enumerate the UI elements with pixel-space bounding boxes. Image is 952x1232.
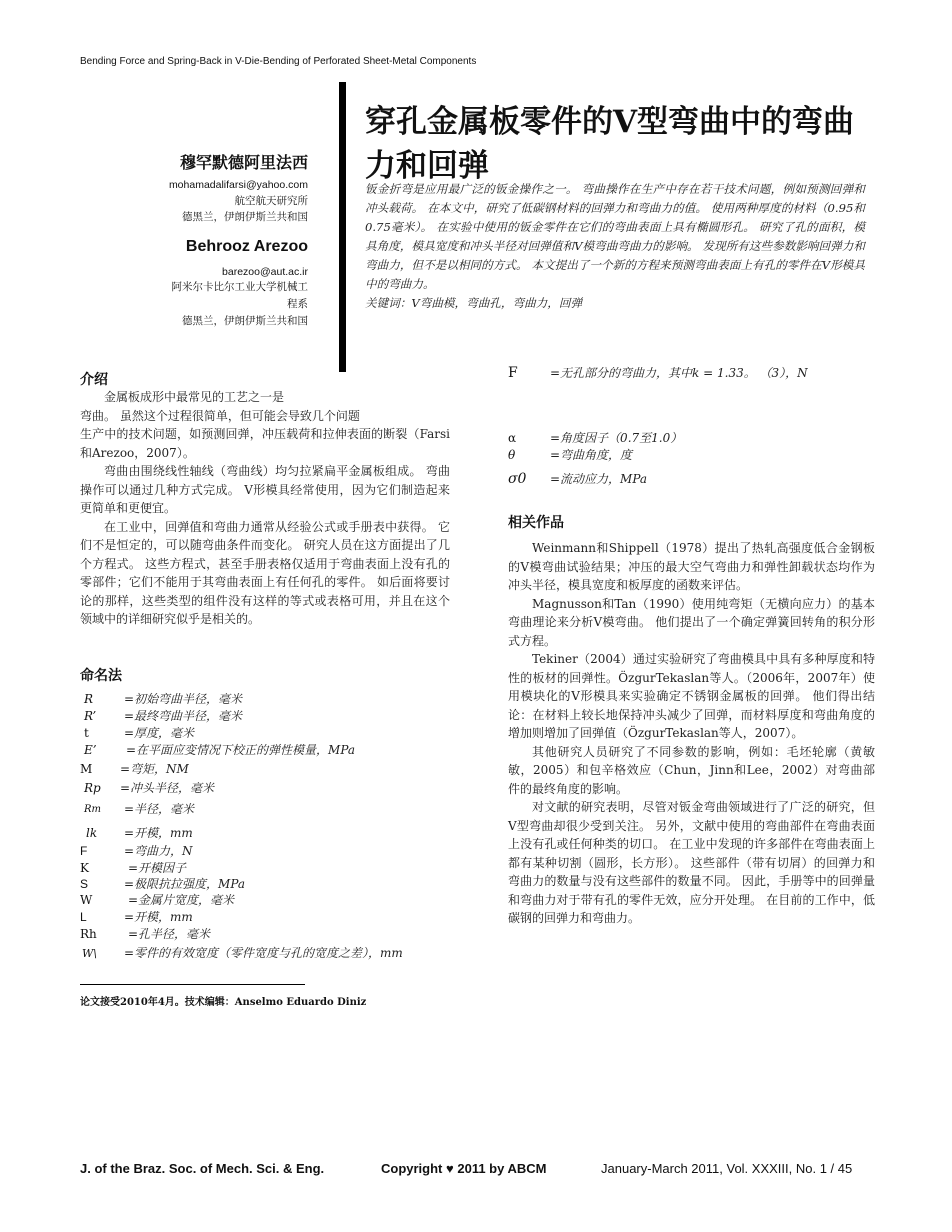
nomenclature-definition: =开模，mm: [124, 826, 193, 840]
title-divider-bar: [339, 82, 346, 372]
intro-line-1: 金属板成形中最常见的工艺之一是: [104, 390, 285, 404]
nomenclature-symbol: Rh: [80, 927, 97, 941]
nomenclature-item: [80, 860, 460, 877]
right-nomenclature-symbol: σ0: [508, 471, 527, 487]
nomenclature-definition: =在平面应变情况下校正的弹性模量，MPa: [126, 743, 356, 757]
nomenclature-item: [80, 892, 460, 909]
nomenclature-definition: =冲头半径，毫米: [120, 781, 215, 795]
related-paragraph-5: 对文献的研究表明，尽管对钣金弯曲领域进行了广泛的研究，但V型弯曲却很少受到关注。 另外，文献中使用的弯曲部件在弯曲表面上没有孔或任何种类的切口。 在工业中发现的许多部件在弯曲表面上都有某种切割（圆形，长方形）。 这些部件（带有切屑）的回弹力和弯曲力的数量与没有这些部件的数量不同。 因此，手册等中的回弹量和弯曲力对于带有孔的零件无效，应分开处理。 在目前的工作中，低碳钢的回弹力和弯曲力。: [508, 800, 875, 925]
footer-copyright-label: Copyright: [381, 1161, 443, 1176]
nomenclature-heading: 命名法: [80, 667, 122, 683]
right-nomenclature-definition: =角度因子（0.7至1.0）: [550, 431, 683, 445]
nomenclature-symbol: W\: [82, 947, 98, 960]
footnote: 论文接受2010年4月。技术编辑：Anselmo Eduardo Diniz: [80, 997, 367, 1008]
author-1-affiliation-2: 德黑兰，伊朗伊斯兰共和国: [182, 211, 308, 223]
nomenclature-definition: =弯矩，NM: [120, 762, 189, 776]
heart-icon: ♥: [446, 1161, 454, 1176]
nomenclature-item: [80, 909, 460, 926]
right-nomenclature-symbol: F: [508, 365, 518, 381]
nomenclature-item: [80, 876, 460, 893]
footnote-rule: [80, 984, 305, 985]
nomenclature-symbol: R’: [84, 709, 97, 723]
nomenclature-definition: =厚度，毫米: [124, 726, 195, 740]
intro-line-3: 生产中的技术问题，如预测回弹，冲压载荷和拉伸表面的断裂（Farsi和Arezoo，2007）。: [80, 427, 450, 460]
nomenclature-definition: =弯曲力，N: [124, 844, 193, 858]
intro-line-2: 弯曲。 虽然这个过程很简单，但可能会导致几个问题: [80, 408, 360, 423]
nomenclature-definition: =半径，毫米: [124, 802, 195, 816]
nomenclature-item: [80, 825, 460, 842]
nomenclature-symbol: E’: [84, 743, 97, 757]
nomenclature-item: [80, 708, 460, 725]
author-2-email: barezoo@aut.ac.ir: [222, 266, 308, 278]
running-header: Bending Force and Spring-Back in V-Die-Bending of Perforated Sheet-Metal Components: [80, 56, 477, 67]
intro-heading: 介绍: [80, 371, 108, 387]
nomenclature-item: [80, 780, 460, 797]
footer-journal: J. of the Braz. Soc. of Mech. Sci. & Eng.: [80, 1161, 325, 1176]
nomenclature-item: [80, 926, 460, 943]
right-nomenclature-item: [508, 469, 888, 489]
nomenclature-definition: =金属片宽度，毫米: [128, 893, 235, 907]
nomenclature-definition: =孔半径，毫米: [128, 927, 211, 941]
nomenclature-item: [80, 945, 460, 962]
nomenclature-symbol: K: [80, 861, 89, 875]
author-1-affiliation-1: 航空航天研究所: [234, 195, 308, 207]
nomenclature-symbol: lk: [86, 826, 98, 840]
author-1-email: mohamadalifarsi@yahoo.com: [168, 179, 308, 191]
author-2-affiliation-1: 阿米尔卡比尔工业大学机械工: [171, 281, 308, 293]
right-nomenclature-definition: =无孔部分的弯曲力，其中k = 1.33。 （3），N: [550, 366, 808, 380]
right-nomenclature-symbol: α: [508, 431, 517, 445]
author-2-affiliation-3: 德黑兰，伊朗伊斯兰共和国: [182, 315, 308, 327]
nomenclature-item: [80, 725, 460, 742]
right-nomenclature-definition: =弯曲角度，度: [550, 448, 633, 462]
keywords: 关键词：V弯曲模，弯曲孔，弯曲力，回弹: [365, 296, 583, 310]
related-works-heading: 相关作品: [508, 514, 564, 530]
intro-paragraph-2: 弯曲由围绕线性轴线（弯曲线）均匀拉紧扁平金属板组成。 弯曲操作可以通过几种方式完成。 V形模具经常使用，因为它们制造起来更简单和更便宜。: [80, 464, 450, 515]
author-2-affiliation-2: 程系: [287, 298, 308, 310]
author-1-name: 穆罕默德阿里法西: [179, 153, 308, 172]
footer-issue: January-March 2011, Vol. XXXIII, No. 1 / 45: [601, 1161, 853, 1176]
nomenclature-symbol: F: [80, 844, 88, 858]
nomenclature-definition: =初始弯曲半径，毫米: [124, 692, 243, 706]
paper-title: 穿孔金属板零件的V型弯曲中的弯曲力和回弹: [365, 104, 855, 184]
nomenclature-item: [80, 761, 460, 778]
nomenclature-symbol: t: [84, 726, 89, 740]
nomenclature-definition: =极限抗拉强度，MPa: [124, 877, 246, 891]
nomenclature-item: [80, 843, 460, 860]
related-paragraph-4: 其他研究人员研究了不同参数的影响，例如：毛坯轮廓（黄敏敏，2005）和包辛格效应（Chun，Jinn和Lee，2002）对弯曲部件的最终角度的影响。: [508, 744, 875, 796]
nomenclature-definition: =开模因子: [128, 861, 187, 875]
abstract-text: 钣金折弯是应用最广泛的钣金操作之一。 弯曲操作在生产中存在若干技术问题，例如预测回弹和冲头载荷。 在本文中，研究了低碳钢材料的回弹力和弯曲力的值。 使用两种厚度的材料（0.95和0.75毫米）。 在实验中使用的钣金零件在它们的弯曲表面上具有椭圆形孔。 研究了孔的面积，模具角度，模具宽度和冲头半径对回弹值和V模弯曲弯曲力的影响。 发现所有这些参数影响回弹力和弯曲力，但不是以相同的方式。 本文提出了一个新的方程来预测弯曲表面上有孔的零件在V形模具中的弯曲力。: [365, 182, 865, 291]
nomenclature-symbol: L: [80, 910, 87, 924]
nomenclature-item: [80, 691, 460, 708]
nomenclature-symbol: M: [80, 762, 93, 776]
nomenclature-symbol: Rp: [84, 781, 101, 795]
right-nomenclature-definition: =流动应力，MPa: [550, 472, 648, 486]
nomenclature-symbol: Rm: [84, 804, 102, 815]
author-2-name: Behrooz Arezoo: [185, 238, 308, 255]
footer-copyright-year: 2011 by ABCM: [457, 1161, 547, 1176]
related-paragraph-3: Tekiner（2004）通过实验研究了弯曲模具中具有多种厚度和特性的板材的回弹性。ÖzgurTekaslan等人。（2006年，2007年）使用模块化的V形模具来实验确定不锈钢金属板的回弹。 他们得出结论：在材料上较长地保持冲头减少了回弹，而材料厚度和弯曲角度的增加则增加了回弹值（ÖzgurTekaslan等人，2007）。: [508, 652, 875, 740]
right-nomenclature-symbol: θ: [508, 448, 516, 462]
nomenclature-definition: =零件的有效宽度（零件宽度与孔的宽度之差），mm: [124, 946, 403, 960]
nomenclature-symbol: S: [80, 877, 89, 891]
intro-paragraph-3: 在工业中，回弹值和弯曲力通常从经验公式或手册表中获得。 它们不是恒定的，可以随弯曲条件而变化。 研究人员在这方面提出了几个方程式。 这些方程式，甚至手册表格仅适用于弯曲表面上没有孔的零部件；它们不能用于其弯曲表面上有任何孔的零件。 如后面将要讨论的那样，这些类型的组件没有这样的等式或表格可用，并且在这个领域中的详细研究似乎是相关的。: [80, 519, 450, 626]
right-nomenclature-item: [508, 363, 888, 383]
footer-copyright: [381, 1161, 546, 1176]
related-paragraph-1: Weinmann和Shippell（1978）提出了热轧高强度低合金钢板的V模弯曲试验结果；冲压的最大空气弯曲力和弹性卸载状态均作为冲头半径，模具宽度和板厚度的函数来评估。: [508, 541, 875, 592]
nomenclature-item: [80, 742, 460, 759]
nomenclature-definition: =开模，mm: [124, 910, 193, 924]
nomenclature-item: [80, 801, 460, 818]
intro-body: [80, 388, 450, 629]
related-works-body: [508, 539, 875, 928]
right-nomenclature-item: [508, 445, 888, 465]
abstract: [365, 180, 865, 313]
nomenclature-symbol: W: [80, 893, 93, 907]
nomenclature-definition: =最终弯曲半径，毫米: [124, 709, 243, 723]
nomenclature-symbol: R: [84, 692, 94, 706]
related-paragraph-2: Magnusson和Tan（1990）使用纯弯矩（无横向应力）的基本弯曲理论来分析V模弯曲。 他们提出了一个确定弹簧回转角的积分形式方程。: [508, 596, 875, 648]
